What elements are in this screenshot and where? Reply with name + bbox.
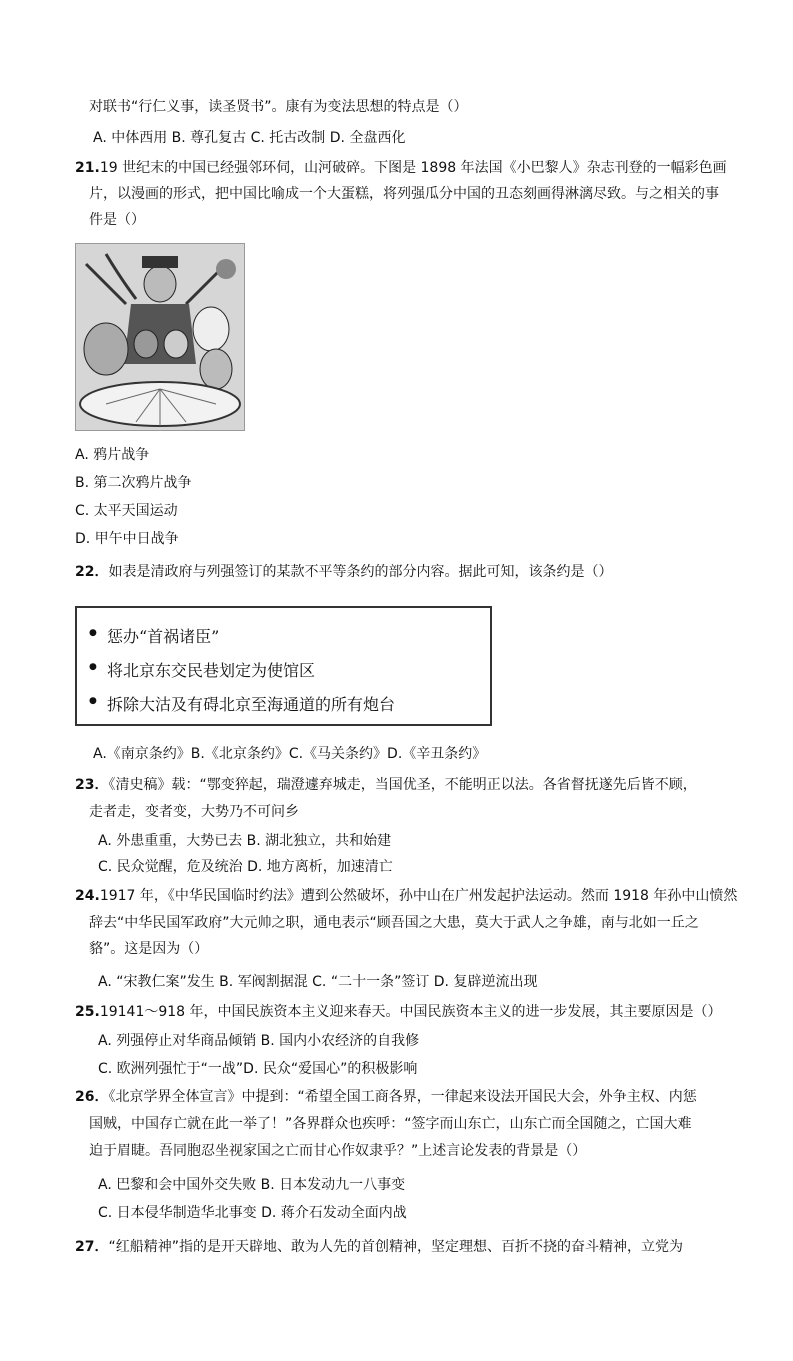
q21-option-b: B. 第二次鸦片战争 — [75, 475, 192, 491]
q23-options-line-1: A. 外患重重，大势已去 B. 湖北独立，共和始建 — [98, 833, 392, 849]
cartoon-illustration — [76, 244, 244, 430]
q26-stem-line-1: 26．《北京学界全体宣言》中提到：“希望全国工商各界，一律起来设法开国民大会，外争主权、内惩 — [75, 1089, 697, 1105]
q24-stem-line-3: 貉”。这是因为（） — [89, 941, 209, 957]
q21-number: 21. — [75, 160, 100, 176]
q24-options: A. “宋教仁案”发生 B. 军阀割据混 C. “二十一条”签订 D. 复辟逆流出现 — [98, 974, 538, 990]
q26-stem-line-3: 迫于眉睫。吾同胞忍坐视家国之亡而甘心作奴隶乎？”上述言论发表的背景是（） — [89, 1143, 587, 1159]
q20-stem-end: 对联书“行仁义事，读圣贤书”。康有为变法思想的特点是（） — [89, 99, 468, 115]
q24-stem-line-2: 辞去“中华民国军政府”大元帅之职，通电表示“顾吾国之大患，莫大于武人之争雄，南与北如一丘之 — [89, 915, 699, 931]
q24-stem-line-1: 24.1917 年，《中华民国临时约法》遭到公然破坏，孙中山在广州发起护法运动。然而 1918 年孙中山愤然 — [75, 888, 738, 904]
q20-options: A. 中体西用 B. 尊孔复古 C. 托古改制 D. 全盘西化 — [93, 130, 406, 146]
q23-stem-line-1: 23．《清史稿》载：“鄂变猝起，瑞澄遽弃城走，当国优圣，不能明正以法。各省督抚遂先后皆不顾， — [75, 777, 697, 793]
q22-number: 22． — [75, 564, 109, 580]
treaty-item-1: ● 惩办“首祸诸臣” — [107, 624, 219, 647]
q23-stem-line-2: 走者走，变者变，大势乃不可问乡 — [89, 804, 299, 820]
q25-options-line-2: C. 欧洲列强忙于“一战”D. 民众“爱国心”的积极影响 — [98, 1061, 418, 1077]
q25-options-line-1: A. 列强停止对华商品倾销 B. 国内小农经济的自我修 — [98, 1033, 420, 1049]
q24-number: 24. — [75, 888, 100, 904]
q26-options-line-1: A. 巴黎和会中国外交失败 B. 日本发动九一八事变 — [98, 1177, 406, 1193]
q21-option-c: C. 太平天国运动 — [75, 503, 178, 519]
q21-stem-line-3: 件是（） — [89, 212, 145, 228]
treaty-item-2: ● 将北京东交民巷划定为使馆区 — [107, 658, 315, 681]
q26-number: 26． — [75, 1089, 109, 1105]
q22-stem: 22．如表是清政府与列强签订的某款不平等条约的部分内容。据此可知，该条约是（） — [75, 564, 613, 580]
treaty-item-3: ● 拆除大沽及有碍北京至海通道的所有炮台 — [107, 692, 395, 715]
q23-number: 23． — [75, 777, 109, 793]
q26-options-line-2: C. 日本侵华制造华北事变 D. 蒋介石发动全面内战 — [98, 1205, 407, 1221]
treaty-content-box — [75, 606, 492, 726]
q23-options-line-2: C. 民众觉醒，危及统治 D. 地方离析，加速清亡 — [98, 859, 393, 875]
q25-number: 25. — [75, 1004, 100, 1020]
q27-number: 27． — [75, 1239, 109, 1255]
q21-stem-line-2: 片，以漫画的形式，把中国比喻成一个大蛋糕，将列强瓜分中国的丑态刻画得淋漓尽致。与之相关的事 — [89, 186, 719, 202]
cartoon-image — [75, 243, 245, 431]
q26-stem-line-2: 国贼，中国存亡就在此一举了！”各界群众也疾呼：“签字而山东亡，山东亡而全国随之，亡国大难 — [89, 1116, 692, 1132]
q25-stem: 25.19141～918 年，中国民族资本主义迎来春天。中国民族资本主义的进一步发展，其主要原因是（） — [75, 1004, 722, 1020]
q21-option-a: A. 鸦片战争 — [75, 447, 150, 463]
q21-option-d: D. 甲午中日战争 — [75, 531, 179, 547]
q21-stem-line-1: 21.19 世纪末的中国已经强邻环伺，山河破碎。下图是 1898 年法国《小巴黎人》杂志刊登的一幅彩色画 — [75, 160, 727, 176]
q22-options: A.《南京条约》B.《北京条约》C.《马关条约》D.《辛丑条约》 — [93, 746, 487, 762]
q27-stem: 27．“红船精神”指的是开天辟地、敢为人先的首创精神，坚定理想、百折不挠的奋斗精神，立党为 — [75, 1239, 683, 1255]
